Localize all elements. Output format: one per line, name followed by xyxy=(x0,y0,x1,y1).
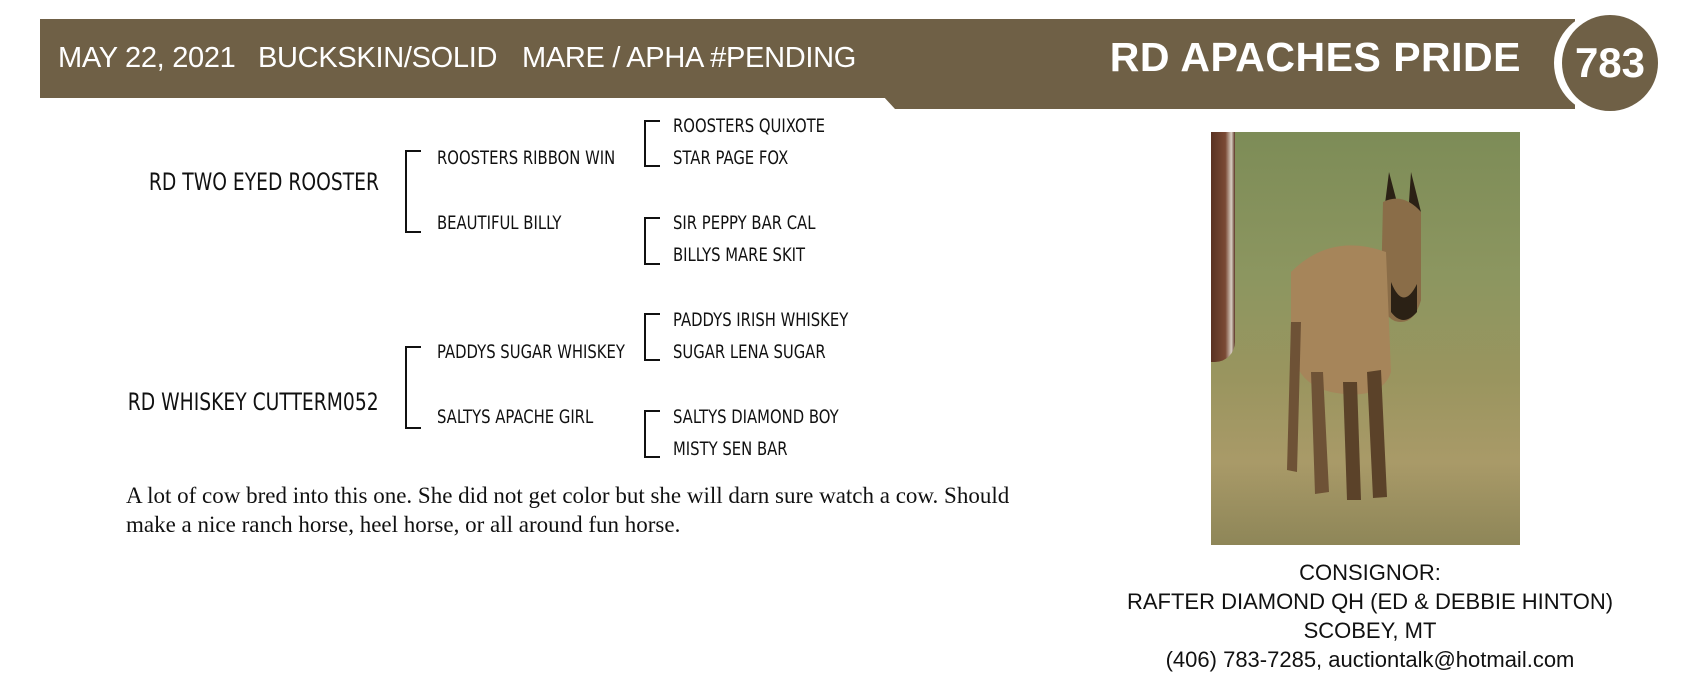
pedigree-dam-dam: SALTYS APACHE GIRL xyxy=(437,406,594,428)
pedigree-bracket-dam xyxy=(405,346,421,429)
consignor-block xyxy=(1050,558,1690,674)
pedigree-dam-dam-dam: MISTY SEN BAR xyxy=(673,438,788,460)
horse-photo xyxy=(1211,132,1520,545)
pedigree-dam-sire-sire: PADDYS IRISH WHISKEY xyxy=(673,309,849,331)
pedigree-bracket-sire-sire xyxy=(644,120,660,167)
pedigree-sire-sire-sire: ROOSTERS QUIXOTE xyxy=(673,115,826,137)
pedigree-dam-sire: PADDYS SUGAR WHISKEY xyxy=(437,341,625,363)
pedigree-dam-dam-sire: SALTYS DIAMOND BOY xyxy=(673,406,839,428)
pedigree-bracket-dam-dam xyxy=(644,410,660,458)
consignor-label: CONSIGNOR: xyxy=(1299,560,1441,585)
lot-number-badge: 783 xyxy=(1562,15,1658,111)
pedigree-bracket-sire xyxy=(405,150,421,233)
pedigree-sire-sire: ROOSTERS RIBBON WIN xyxy=(437,147,616,169)
pedigree-dam-sire-dam: SUGAR LENA SUGAR xyxy=(673,341,826,363)
consignor-name: RAFTER DIAMOND QH (ED & DEBBIE HINTON) xyxy=(1126,589,1614,614)
photo-mare-edge xyxy=(1211,132,1235,362)
horse-description: A lot of cow bred into this one. She did not get color but she will darn sure watch a cow. Should make a nice ranch horse, heel horse, or all around fun horse. xyxy=(126,483,1010,537)
pedigree-bracket-dam-sire xyxy=(644,313,660,361)
header-band-notch xyxy=(883,96,895,109)
pedigree-sire-dam: BEAUTIFUL BILLY xyxy=(437,212,562,234)
consignor-contact: (406) 783-7285, auctiontalk@hotmail.com xyxy=(1165,647,1575,672)
foaling-date: MAY 22, 2021 xyxy=(58,42,236,74)
horse-color: BUCKSKIN/SOLID xyxy=(258,42,498,74)
pedigree-dam: RD WHISKEY CUTTERM052 xyxy=(128,388,379,416)
pedigree-bracket-sire-dam xyxy=(644,217,660,265)
sex-registry: MARE / APHA #PENDING xyxy=(522,42,857,74)
foal-silhouette xyxy=(1271,172,1421,502)
consignor-location: SCOBEY, MT xyxy=(1303,618,1437,643)
pedigree-sire: RD TWO EYED ROOSTER xyxy=(148,168,379,196)
pedigree-sire-sire-dam: STAR PAGE FOX xyxy=(673,147,789,169)
pedigree-sire-dam-dam: BILLYS MARE SKIT xyxy=(673,244,806,266)
pedigree-sire-dam-sire: SIR PEPPY BAR CAL xyxy=(673,212,816,234)
horse-name: RD APACHES PRIDE xyxy=(1109,34,1521,80)
